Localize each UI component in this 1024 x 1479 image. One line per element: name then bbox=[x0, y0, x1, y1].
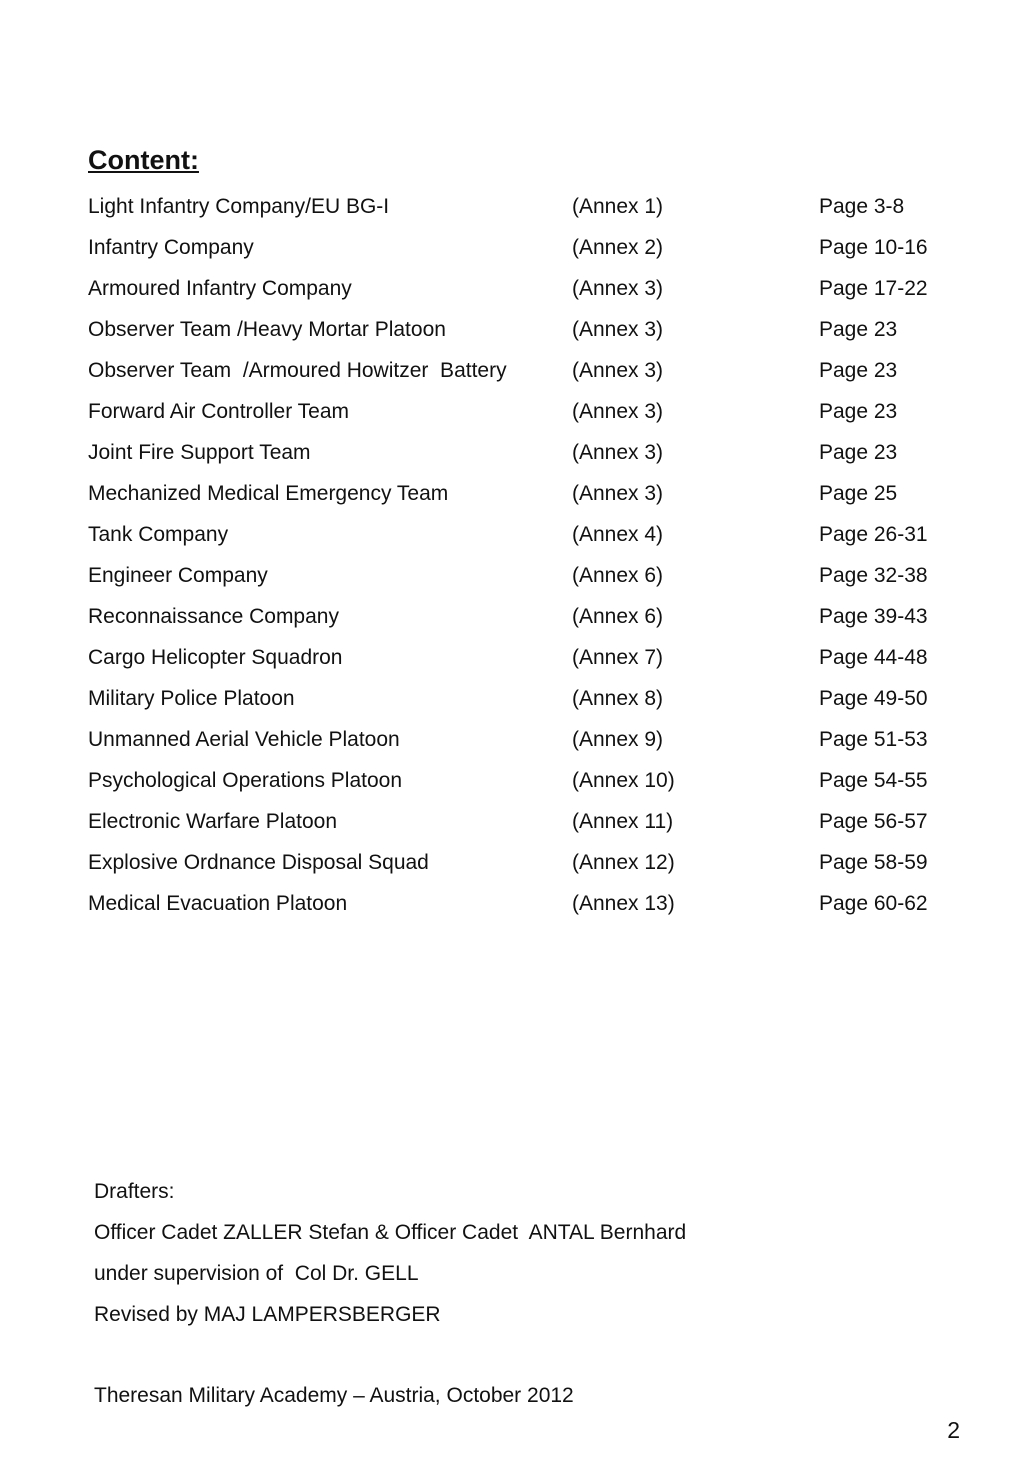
drafters-names: Officer Cadet ZALLER Stefan & Officer Cadet ANTAL Bernhard bbox=[94, 1221, 687, 1244]
toc-entry-title: Military Police Platoon bbox=[88, 687, 295, 710]
toc-entry-annex: (Annex 2) bbox=[572, 236, 664, 259]
toc-entry-annex: (Annex 13) bbox=[572, 892, 675, 915]
toc-entry-page: Page 23 bbox=[819, 318, 898, 341]
toc-entry-page: Page 54-55 bbox=[819, 769, 928, 792]
toc-entry-annex: (Annex 3) bbox=[572, 441, 664, 464]
toc-entry-title: Cargo Helicopter Squadron bbox=[88, 646, 343, 669]
toc-entry-title: Mechanized Medical Emergency Team bbox=[88, 482, 449, 505]
toc-entry-title: Unmanned Aerial Vehicle Platoon bbox=[88, 728, 400, 751]
toc-row bbox=[88, 432, 968, 473]
toc-row bbox=[88, 350, 968, 391]
toc-entry-annex: (Annex 3) bbox=[572, 359, 664, 382]
toc-entry-title: Medical Evacuation Platoon bbox=[88, 892, 348, 915]
toc-entry-annex: (Annex 3) bbox=[572, 318, 664, 341]
toc-row bbox=[88, 883, 968, 924]
content-heading: Content: bbox=[88, 145, 199, 175]
toc-entry-page: Page 32-38 bbox=[819, 564, 928, 587]
toc-entry-title: Electronic Warfare Platoon bbox=[88, 810, 337, 833]
drafters-supervision: under supervision of Col Dr. GELL bbox=[94, 1262, 419, 1285]
toc-row bbox=[88, 309, 968, 350]
toc-entry-annex: (Annex 3) bbox=[572, 277, 664, 300]
toc-entry-annex: (Annex 4) bbox=[572, 523, 664, 546]
toc-row bbox=[88, 842, 968, 883]
toc-row bbox=[88, 555, 968, 596]
toc-entry-annex: (Annex 10) bbox=[572, 769, 675, 792]
toc-entry-annex: (Annex 11) bbox=[572, 810, 674, 833]
toc-entry-title: Reconnaissance Company bbox=[88, 605, 339, 628]
toc-row bbox=[88, 473, 968, 514]
toc-entry-annex: (Annex 3) bbox=[572, 482, 664, 505]
toc-entry-annex: (Annex 3) bbox=[572, 400, 664, 423]
toc-entry-annex: (Annex 1) bbox=[572, 195, 664, 218]
toc-entry-annex: (Annex 8) bbox=[572, 687, 664, 710]
toc-entry-page: Page 10-16 bbox=[819, 236, 928, 259]
toc-entry-title: Explosive Ordnance Disposal Squad bbox=[88, 851, 429, 874]
drafters-label: Drafters: bbox=[94, 1180, 175, 1203]
toc-row bbox=[88, 596, 968, 637]
toc-entry-annex: (Annex 7) bbox=[572, 646, 664, 669]
toc-entry-page: Page 49-50 bbox=[819, 687, 928, 710]
toc-entry-annex: (Annex 9) bbox=[572, 728, 664, 751]
toc-entry-title: Joint Fire Support Team bbox=[88, 441, 311, 464]
toc-row bbox=[88, 227, 968, 268]
toc-row bbox=[88, 637, 968, 678]
toc-row bbox=[88, 801, 968, 842]
toc-entry-title: Infantry Company bbox=[88, 236, 254, 259]
toc-entry-page: Page 44-48 bbox=[819, 646, 928, 669]
toc-entry-page: Page 17-22 bbox=[819, 277, 928, 300]
toc-entry-title: Tank Company bbox=[88, 523, 229, 546]
table-of-contents bbox=[88, 186, 968, 924]
toc-row bbox=[88, 268, 968, 309]
toc-entry-title: Engineer Company bbox=[88, 564, 268, 587]
toc-entry-annex: (Annex 6) bbox=[572, 564, 664, 587]
toc-entry-page: Page 39-43 bbox=[819, 605, 928, 628]
toc-entry-title: Observer Team /Armoured Howitzer Battery bbox=[88, 359, 507, 382]
toc-entry-annex: (Annex 12) bbox=[572, 851, 675, 874]
toc-entry-title: Forward Air Controller Team bbox=[88, 400, 350, 423]
toc-row bbox=[88, 391, 968, 432]
institution-line: Theresan Military Academy – Austria, October 2012 bbox=[94, 1384, 574, 1407]
toc-row bbox=[88, 186, 968, 227]
toc-entry-title: Armoured Infantry Company bbox=[88, 277, 352, 300]
toc-entry-page: Page 25 bbox=[819, 482, 898, 505]
drafters-block bbox=[94, 1171, 894, 1335]
page-number: 2 bbox=[947, 1417, 960, 1443]
toc-entry-page: Page 23 bbox=[819, 359, 898, 382]
toc-row bbox=[88, 514, 968, 555]
toc-entry-title: Light Infantry Company/EU BG-I bbox=[88, 195, 390, 218]
toc-row bbox=[88, 760, 968, 801]
toc-entry-page: Page 23 bbox=[819, 441, 898, 464]
toc-row bbox=[88, 719, 968, 760]
toc-entry-title: Observer Team /Heavy Mortar Platoon bbox=[88, 318, 446, 341]
toc-entry-page: Page 26-31 bbox=[819, 523, 928, 546]
toc-entry-page: Page 58-59 bbox=[819, 851, 928, 874]
toc-entry-page: Page 60-62 bbox=[819, 892, 928, 915]
drafters-revised: Revised by MAJ LAMPERSBERGER bbox=[94, 1303, 441, 1326]
toc-row bbox=[88, 678, 968, 719]
toc-entry-annex: (Annex 6) bbox=[572, 605, 664, 628]
toc-entry-page: Page 3-8 bbox=[819, 195, 905, 218]
toc-entry-title: Psychological Operations Platoon bbox=[88, 769, 403, 792]
toc-entry-page: Page 56-57 bbox=[819, 810, 928, 833]
toc-entry-page: Page 51-53 bbox=[819, 728, 928, 751]
toc-entry-page: Page 23 bbox=[819, 400, 898, 423]
